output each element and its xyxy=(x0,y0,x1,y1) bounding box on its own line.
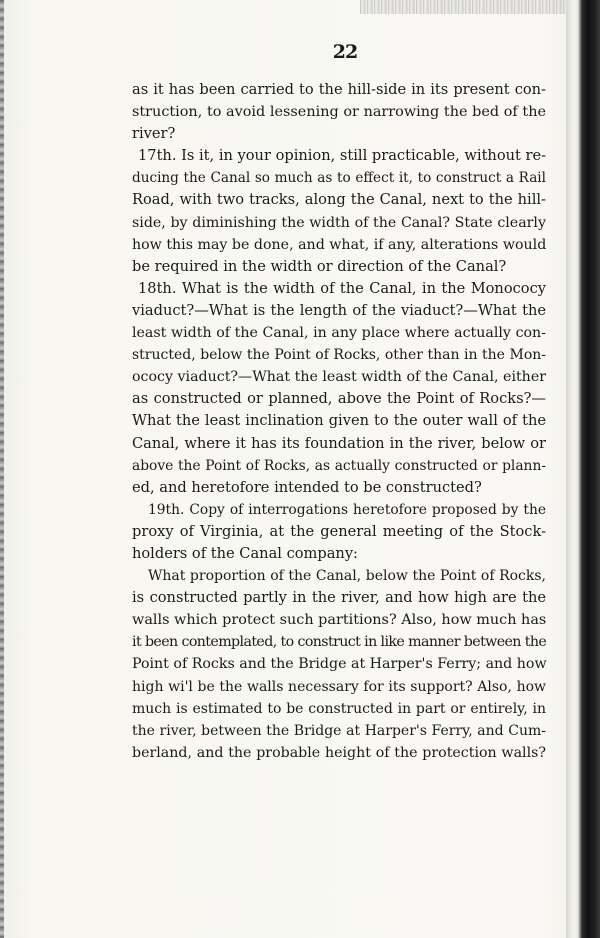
text-line: how this may be done, and what, if any, alterations would xyxy=(132,236,547,253)
text-line: as it has been carried to the hill-side in its present con- xyxy=(132,81,546,98)
scan-noise xyxy=(360,0,566,14)
page-left-edge xyxy=(0,0,4,938)
text-line: least width of the Canal, in any place where actually con- xyxy=(132,325,546,342)
text-line: Point of Rocks and the Bridge at Harper's Ferry; and how xyxy=(132,656,547,673)
text-line: proxy of Virginia, at the general meeting of the Stock- xyxy=(132,522,546,540)
text-line: as constructed or planned, above the Point of Rocks?— xyxy=(132,390,546,408)
text-line: much is estimated to be constructed in part or entirely, in xyxy=(132,700,546,717)
page-number: 22 xyxy=(332,41,358,63)
text-line: 18th. What is the width of the Canal, in the Monococy xyxy=(138,279,546,297)
text-line: ococy viaduct?—What the least width of the Canal, either xyxy=(132,369,546,386)
text-line: above the Point of Rocks, as actually constructed or plann- xyxy=(132,457,546,474)
text-line: side, by diminishing the width of the Canal? State clearly xyxy=(132,214,546,231)
text-line: be required in the width or direction of the Canal? xyxy=(132,257,507,275)
binding-edge xyxy=(566,0,600,938)
text-line: berland, and the probable height of the protection walls? xyxy=(132,744,546,761)
text-line: viaduct?—What is the length of the viaduct?—What the xyxy=(132,301,546,319)
text-line: 19th. Copy of interrogations heretofore proposed by the xyxy=(148,501,546,518)
text-line: 17th. Is it, in your opinion, still practicable, without re- xyxy=(138,147,547,165)
text-line: it been contemplated, to construct in like manner between the xyxy=(132,634,547,651)
text-line: structed, below the Point of Rocks, other than in the Mon- xyxy=(132,347,546,364)
text-line: the river, between the Bridge at Harper's Ferry, and Cum- xyxy=(132,722,546,739)
text-line: walls which protect such partitions? Also, how much has xyxy=(132,612,547,629)
text-line: What proportion of the Canal, below the Point of Rocks, xyxy=(148,568,546,585)
text-line: high wi'l be the walls necessary for its support? Also, how xyxy=(132,678,546,695)
text-line: Road, with two tracks, along the Canal, next to the hill- xyxy=(132,191,546,209)
body-text xyxy=(132,79,546,764)
text-line: holders of the Canal company: xyxy=(132,544,358,562)
text-line: Canal, where it has its foundation in the river, below or xyxy=(132,434,546,452)
text-line: river? xyxy=(132,125,176,143)
text-line: struction, to avoid lessening or narrowing the bed of the xyxy=(132,104,546,121)
text-line: What the least inclination given to the outer wall of the xyxy=(132,412,546,430)
text-line: is constructed partly in the river, and how high are the xyxy=(132,589,546,607)
text-line: ed, and heretofore intended to be constructed? xyxy=(132,478,482,496)
text-line: ducing the Canal so much as to effect it, to construct a Rail xyxy=(132,170,546,187)
